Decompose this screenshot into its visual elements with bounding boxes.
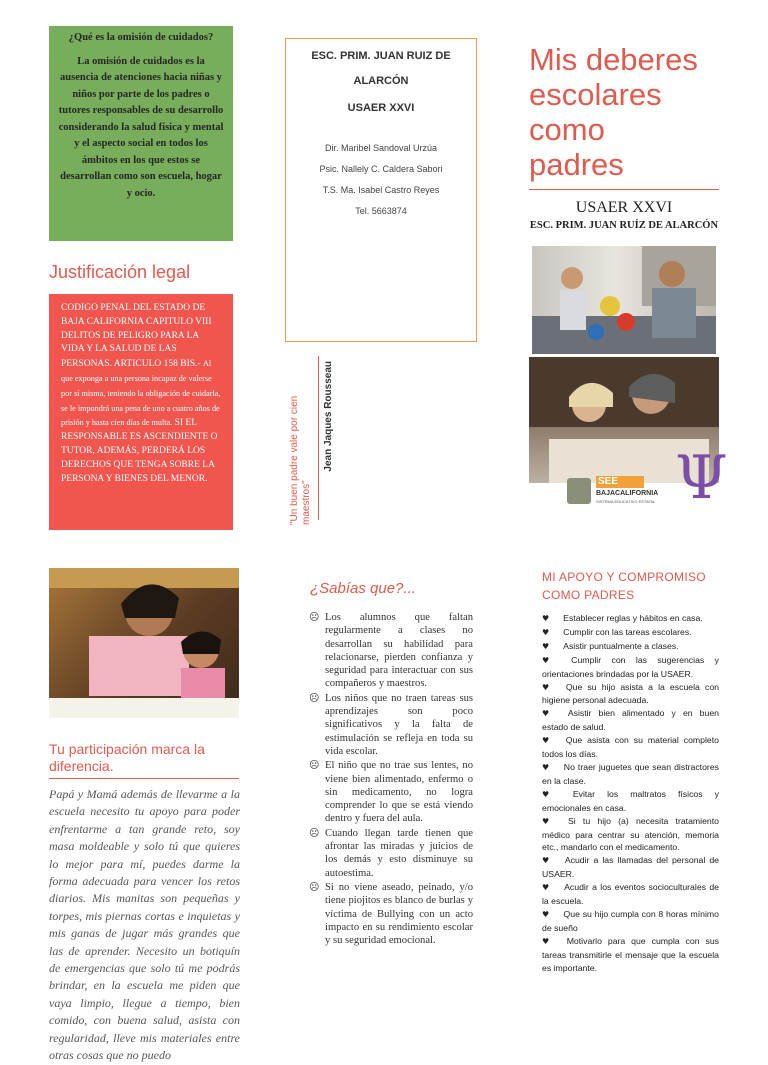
list-item: ♥ Asistir puntualmente a clases. xyxy=(542,640,679,651)
cover-title-line: padres xyxy=(529,147,624,182)
sabias-que-list xyxy=(309,611,473,948)
usaer-name: USAER XXVI xyxy=(347,102,415,114)
school-name: ESC. PRIM. JUAN RUIZ DE ALARCÓN xyxy=(311,50,451,87)
school-info-box xyxy=(285,38,477,342)
heart-icon: ♥ xyxy=(542,856,551,866)
cover-divider xyxy=(529,189,719,190)
staff-line: Psic. Nallely C. Caldera Sabori xyxy=(319,164,443,174)
list-item: ☹ Los niños que no traen tareas sus aprendizajes son poco significativos y la falta de estimulación se refleja en toda su vida escolar. xyxy=(309,692,473,757)
legal-article-body: Al que exponga a una persona incapaz de valerse por sí misma, teniendo la obligación de cuidarla, se le impondrá una pena de uno a cuatro años de prisión y hasta cien días de multa. xyxy=(61,359,221,428)
staff-line: Dir. Maribel Sandoval Urzúa xyxy=(324,143,438,153)
participation-divider xyxy=(49,778,239,779)
bc-logo-text: BAJACALIFORNIA xyxy=(596,490,659,497)
list-item: ♥ Que su hijo cumpla con 8 horas mínimo de sueño xyxy=(542,908,719,933)
list-item: ♥ Que su hijo asista a la escuela con higiene personal adecuada. xyxy=(542,681,719,706)
heart-icon: ♥ xyxy=(542,641,550,651)
sabias-que-title: ¿Sabías que?... xyxy=(310,580,416,597)
cover-title-line: Mis deberes xyxy=(529,42,698,77)
phone-number: Tel. 5663874 xyxy=(355,206,407,216)
participation-title: Tu participación marca la diferencia. xyxy=(49,741,205,774)
bc-logo-subtext: SISTEMA EDUCATIVO ESTATAL xyxy=(596,499,656,504)
heart-icon: ♥ xyxy=(542,655,558,665)
frown-icon: ☹ xyxy=(309,881,320,893)
apoyo-list xyxy=(542,612,719,974)
quote-author: Jean Jaques Rousseau xyxy=(323,361,334,472)
heart-icon: ♥ xyxy=(542,936,553,946)
cover-title xyxy=(529,42,729,182)
list-item: ♥ Motivarlo para que cumpla con sus tareas transmitirle el mensaje que la escuela es importante. xyxy=(542,935,719,973)
list-item: ♥ Cumplir con las tareas escolares. xyxy=(542,626,692,637)
list-item: ♥ Acudir a las llamadas del personal de USAER. xyxy=(542,855,719,880)
state-seal-icon xyxy=(567,478,591,504)
omision-definition-box xyxy=(49,26,233,241)
list-item: ♥ Evitar los maltratos físicos y emocionales en casa. xyxy=(542,788,719,813)
list-item: ☹ Si no viene aseado, peinado, y/o tiene piojitos es blanco de burlas y víctima de Bullying con un acto impacto en su rendimiento escolar y su seguridad emocional. xyxy=(309,881,473,947)
list-item: ☹ Cuando llegan tarde tienen que afrontar las miradas y juicios de los demás y esto disminuye su autoestima. xyxy=(309,827,473,879)
apoyo-title: MI APOYO Y COMPROMISO COMO PADRES xyxy=(542,570,706,602)
cover-title-line: escolares xyxy=(529,77,662,112)
heart-icon: ♥ xyxy=(542,816,554,826)
legal-article-consequence: SI EL RESPONSABLE ES ASCENDIENTE O TUTOR, ADEMÁS, PERDERÁ LOS DERECHOS QUE TENGA SOBRE LA PERSONA Y BIENES DEL MENOR. xyxy=(61,418,218,484)
list-item: ☹ Los alumnos que faltan regularmente a clases no desarrollan su habilidad para relacionarse, pierden confianza y seguridad para interactuar con sus compañeros y maestros. xyxy=(309,612,473,690)
frown-icon: ☹ xyxy=(309,827,320,839)
mother-daughter-homework-photo xyxy=(49,568,239,718)
heart-icon: ♥ xyxy=(542,614,550,623)
heart-icon: ♥ xyxy=(542,627,550,637)
mother-child-study-photo xyxy=(529,357,728,518)
legal-text-box xyxy=(49,294,233,530)
list-item: ♥ Que asista con su material completo todos los días. xyxy=(542,735,720,760)
heart-icon: ♥ xyxy=(542,682,552,692)
participation-text: Papá y Mamá además de llevarme a la escuela necesito tu apoyo para poder enfrentarme a tan grande reto, soy masa moldeable y solo tú que quieres lo mejor para mí, puedes darme la forma adecuada para vencer los retos diarios. Mis manitas son pequeñas y torpes, mis piernas cortas e inquietas y mis ganas de jugar más grandes que las de aprender. Necesito un botiquín de emergencias que solo tú me podrás brindar, en la escuela me piden que vaya limpio, llegue a tiempo, bien comido, con buena salud, asista con regularidad, lleve mis materiales entre otras cosas que no puedo xyxy=(49,787,240,1063)
staff-line: T.S. Ma. Isabel Castro Reyes xyxy=(322,185,440,195)
heart-icon: ♥ xyxy=(542,909,550,919)
legal-article-heading: CODIGO PENAL DEL ESTADO DE BAJA CALIFORNIA CAPITULO VIII DELITOS DE PELIGRO PARA LA VIDA Y LA SALUD DE LAS PERSONAS. ARTICULO 158 BIS.- xyxy=(61,303,212,370)
omision-question: ¿Qué es la omisión de cuidados? xyxy=(68,32,214,43)
list-item: ☹ El niño que no trae sus lentes, no viene bien alimentado, enfermo o sin medicamento, no logra comprender lo que se está viendo dentro y fuera del aula. xyxy=(309,760,473,825)
list-item: ♥ Acudir a los eventos socioculturales de la escuela. xyxy=(542,882,720,907)
father-son-photo xyxy=(532,246,716,354)
frown-icon: ☹ xyxy=(309,692,320,704)
heart-icon: ♥ xyxy=(542,883,551,893)
list-item: ♥ No traer juguetes que sean distractores en la clase. xyxy=(542,761,719,786)
list-item: ♥ Cumplir con las sugerencias y orientaciones brindadas por la USAER. xyxy=(542,654,720,679)
heart-icon: ♥ xyxy=(542,789,559,799)
heart-icon: ♥ xyxy=(542,736,552,746)
omision-answer: La omisión de cuidados es la ausencia de atenciones hacia niñas y niños por parte de los padres o tutores responsables de su desarrollo considerando la salud física y mental y el aspecto social en todos los ámbitos en los que estos se desarrollan como son escuela, hogar y ocio. xyxy=(58,55,224,199)
list-item: ♥ Asistir bien alimentado y en buen estado de salud. xyxy=(542,708,719,733)
list-item: ♥ Si tu hijo (a) necesita tratamiento médico para centrar su atención, memoria etc., mandarlo con el medicamento. xyxy=(542,815,720,853)
quote-block xyxy=(288,356,334,525)
list-item: ♥ Establecer reglas y hábitos en casa. xyxy=(542,613,703,623)
legal-title: Justificación legal xyxy=(49,262,191,282)
quote-text: "Un buen padre vale por cien maestros" xyxy=(289,395,312,525)
frown-icon: ☹ xyxy=(309,612,320,623)
frown-icon: ☹ xyxy=(309,760,320,772)
heart-icon: ♥ xyxy=(542,709,554,719)
see-logo-text: SEE xyxy=(596,476,644,488)
see-bc-logo xyxy=(567,474,659,508)
cover-title-line: como xyxy=(529,112,605,147)
cover-school: ESC. PRIM. JUAN RUÍZ DE ALARCÓN xyxy=(529,220,719,231)
cover-usaer: USAER XXVI xyxy=(575,199,673,216)
psi-logo-icon: Ψ xyxy=(675,443,728,513)
heart-icon: ♥ xyxy=(542,762,550,772)
